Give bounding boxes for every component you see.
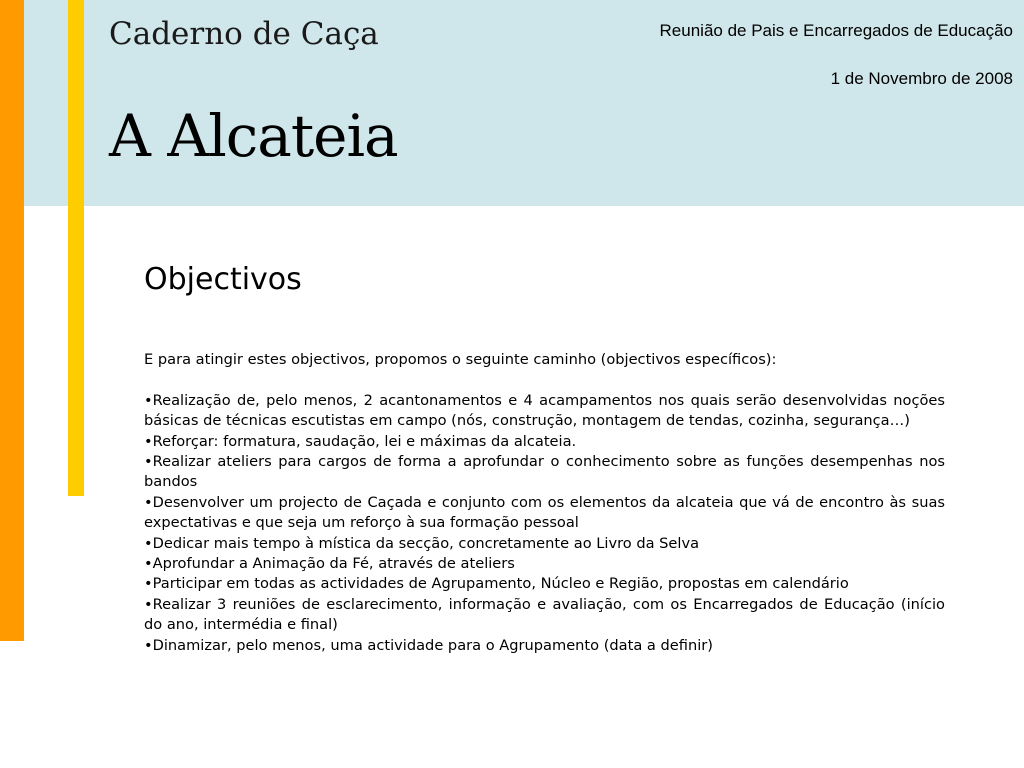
meeting-name: Reunião de Pais e Encarregados de Educação [659,21,1013,40]
objective-text: Dedicar mais tempo à mística da secção, concretamente ao Livro da Selva [152,534,700,552]
page-title: A Alcateia [109,102,398,170]
objective-text: Aprofundar a Animação da Fé, através de ateliers [152,555,515,573]
objectives-list [144,391,945,656]
objective-text: Participar em todas as actividades de Agrupamento, Núcleo e Região, propostas em calendário [152,575,849,593]
orange-accent-bar [0,0,24,641]
meeting-date: 1 de Novembro de 2008 [830,69,1013,88]
bullet-icon: • [144,432,153,450]
bullet-icon: • [144,391,153,409]
bullet-icon: • [144,493,153,511]
objective-text: Reforçar: formatura, saudação, lei e máximas da alcateia. [152,432,577,450]
bullet-icon: • [144,636,153,654]
objective-text: Desenvolver um projecto de Caçada e conjunto com os elementos da alcateia que vá de encontro às suas expectativas e que seja um reforço à sua formação pessoal [144,493,945,532]
content-body [144,350,945,656]
list-item [144,493,945,534]
list-item [144,595,945,636]
objective-text: Realização de, pelo menos, 2 acantonamentos e 4 acampamentos nos quais serão desenvolvidas noções básicas de técnicas escutistas em campo (nós, construção, montagem de tendas, cozinha, segurança…) [144,391,945,430]
list-item [144,534,945,554]
bullet-icon: • [144,555,153,573]
list-item [144,452,945,493]
bullet-icon: • [144,575,153,593]
objective-text: Dinamizar, pelo menos, uma actividade para o Agrupamento (data a definir) [152,636,713,654]
list-item [144,554,945,574]
list-item [144,636,945,656]
notebook-title: Caderno de Caça [109,16,379,52]
objective-text: Realizar ateliers para cargos de forma a aprofundar o conhecimento sobre as funções desempenhas nos bandos [144,453,945,491]
section-heading: Objectivos [144,262,302,297]
objective-text: Realizar 3 reuniões de esclarecimento, informação e avaliação, com os Encarregados de Educação (início do ano, intermédia e final) [144,595,945,634]
list-item [144,574,945,594]
list-item [144,391,945,432]
bullet-icon: • [144,534,153,552]
bullet-icon: • [144,453,153,471]
yellow-accent-bar [68,0,84,496]
bullet-icon: • [144,595,153,613]
intro-paragraph: E para atingir estes objectivos, propomos o seguinte caminho (objectivos específicos): [144,351,777,368]
list-item [144,432,945,452]
